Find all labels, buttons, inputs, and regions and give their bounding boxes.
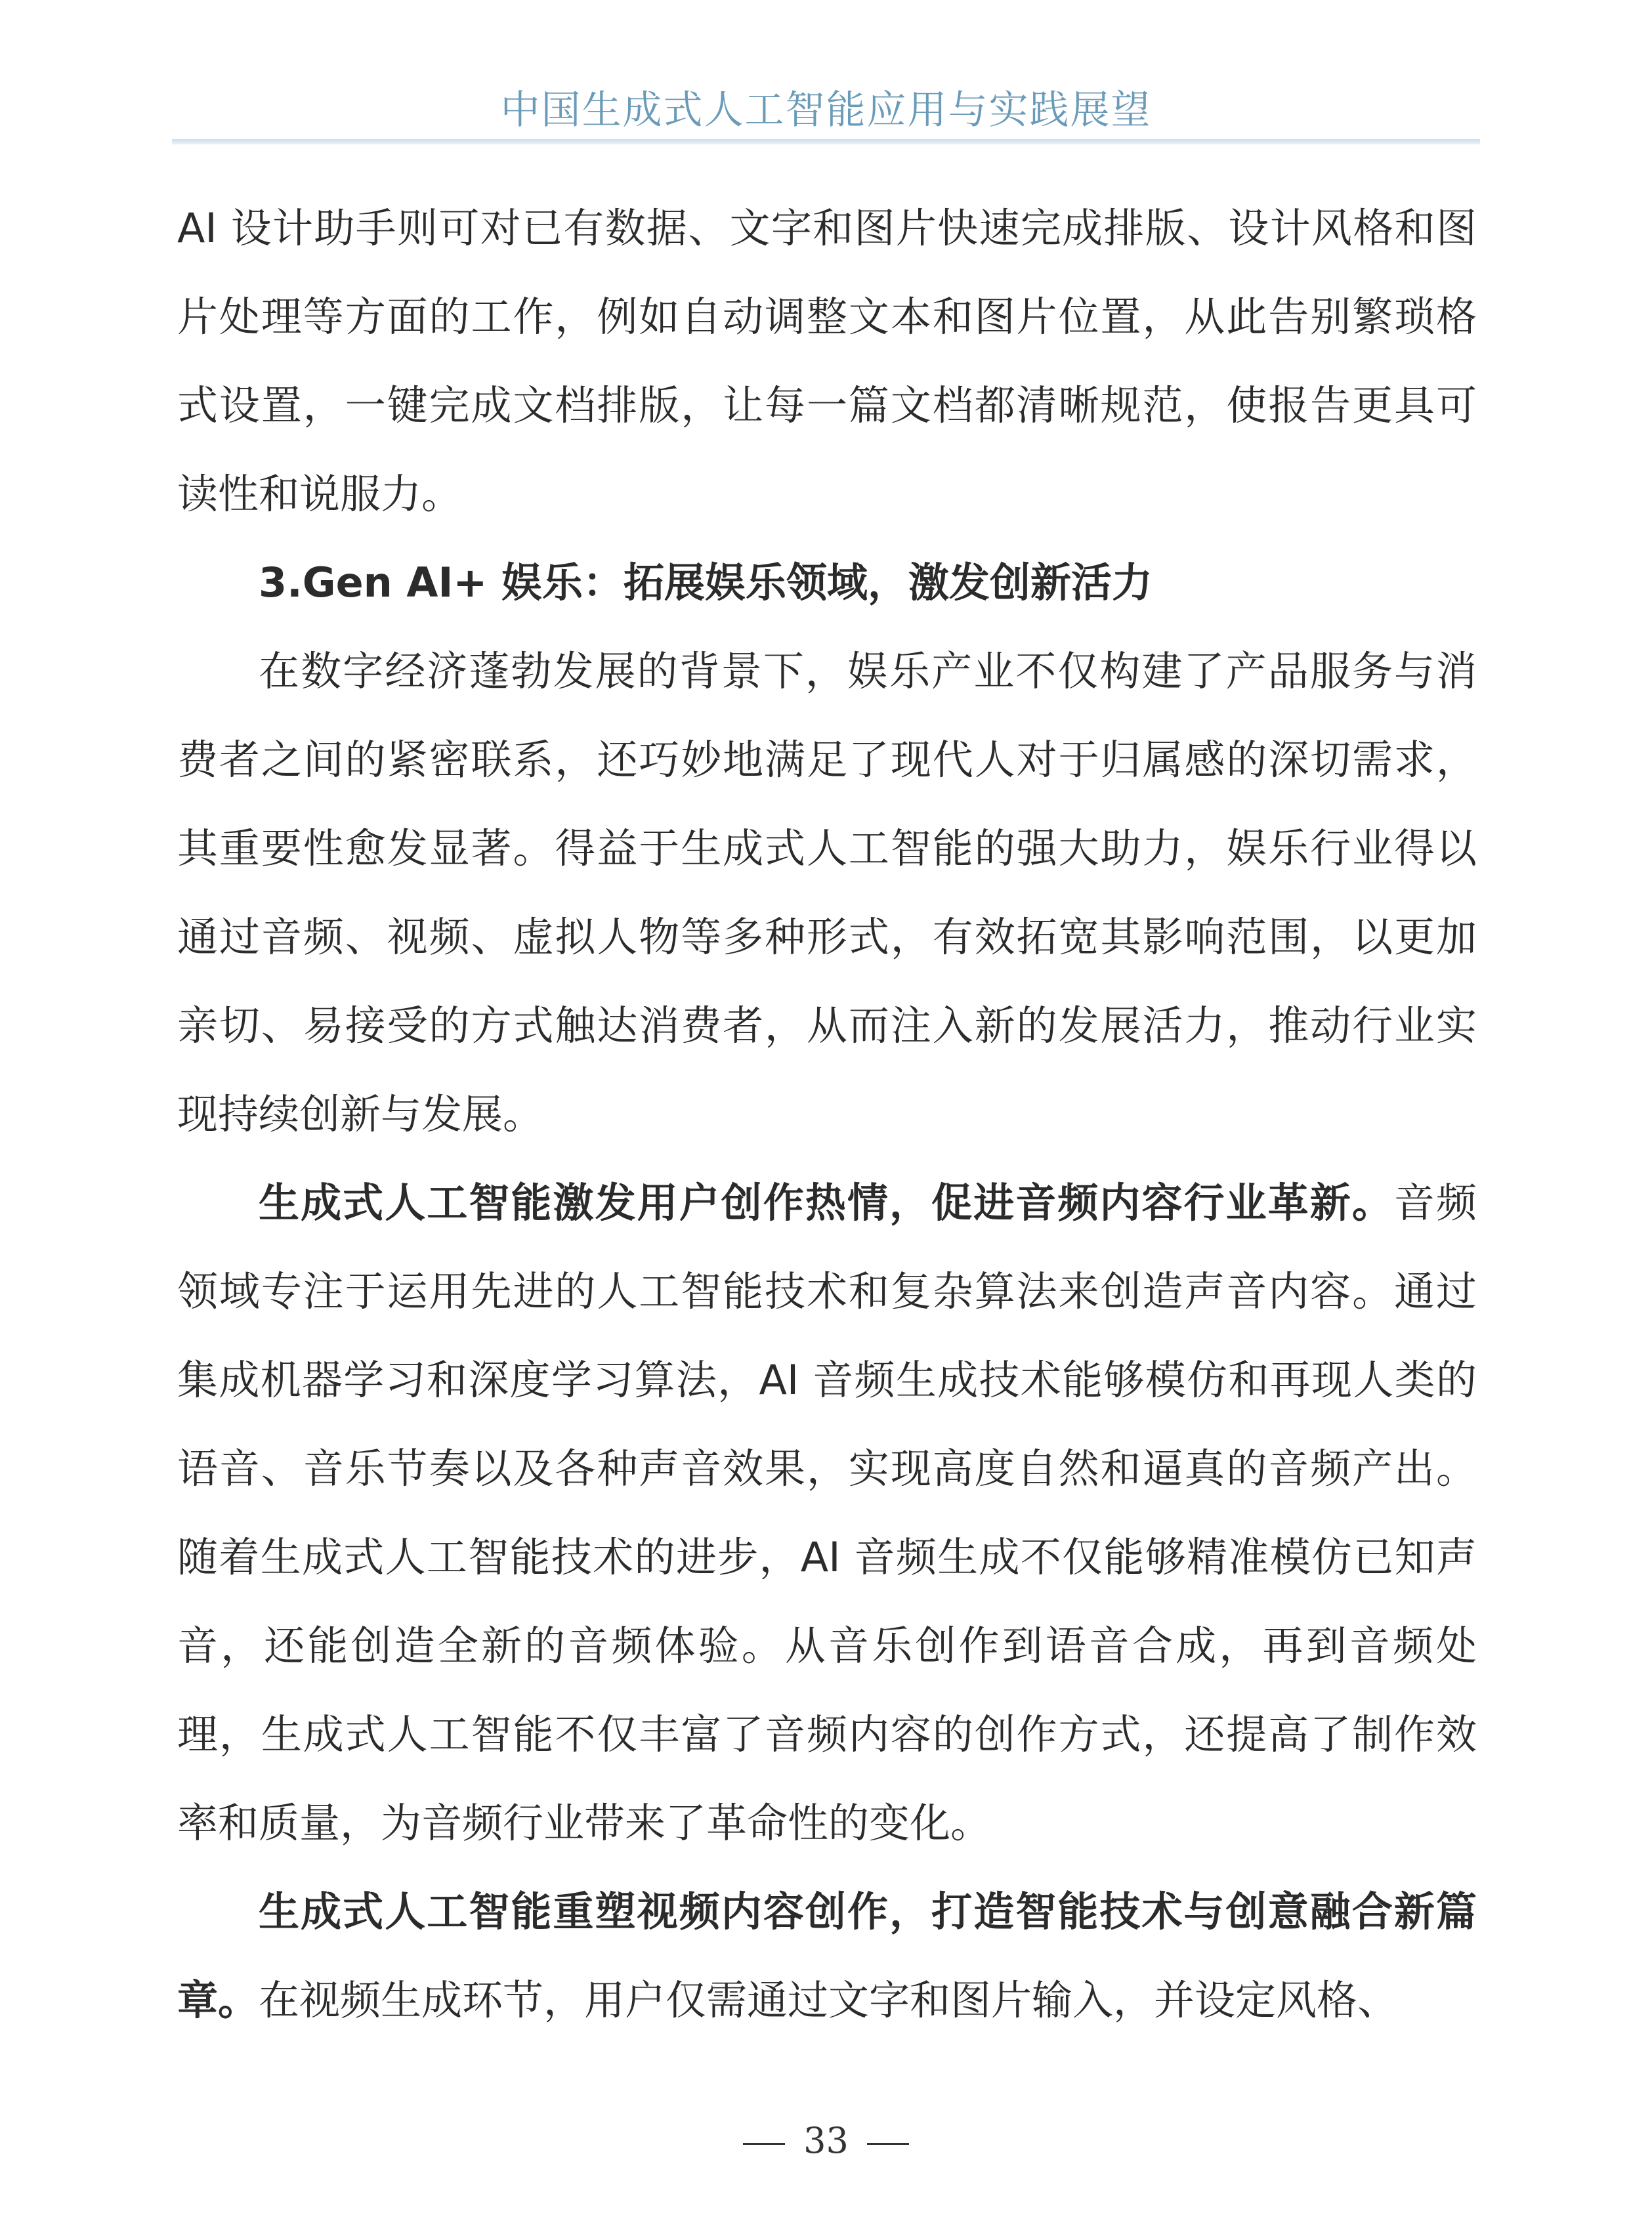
footer-dash-left <box>743 2143 785 2145</box>
page-number: 33 <box>803 2120 849 2161</box>
header-divider <box>172 139 1480 144</box>
page-footer <box>0 2120 1652 2161</box>
paragraph-video-content <box>177 1867 1477 2044</box>
page-body <box>177 184 1477 2044</box>
running-header: 中国生成式人工智能应用与实践展望 <box>500 87 1152 133</box>
footer-dash-right <box>867 2143 909 2145</box>
paragraph-ai-design-assistant: AI 设计助手则可对已有数据、文字和图片快速完成排版、设计风格和图片处理等方面的工作，例如自动调整文本和图片位置，从此告别繁琐格式设置，一键完成文档排版，让每一篇文档都清晰规范，使报告更具可读性和说服力。 <box>177 204 1477 518</box>
paragraph-entertainment-intro: 在数字经济蓬勃发展的背景下，娱乐产业不仅构建了产品服务与消费者之间的紧密联系，还巧妙地满足了现代人对于归属感的深切需求，其重要性愈发显著。得益于生成式人工智能的强大助力，娱乐行业得以通过音频、视频、虚拟人物等多种形式，有效拓宽其影响范围，以更加亲切、易接受的方式触达消费者，从而注入新的发展活力，推动行业实现持续创新与发展。 <box>177 647 1477 1138</box>
paragraph-video-lead: 生成式人工智能重塑视频内容创作，打造智能技术与创意融合新篇章。 <box>177 1888 1477 2024</box>
paragraph-audio-content <box>177 1158 1477 1867</box>
paragraph-audio-lead: 生成式人工智能激发用户创作热情，促进音频内容行业革新。 <box>259 1179 1394 1227</box>
paragraph-video-text: 在视频生成环节，用户仅需通过文字和图片输入，并设定风格、 <box>259 1976 1399 2024</box>
paragraph-audio-text: 音频领域专注于运用先进的人工智能技术和复杂算法来创造声音内容。通过集成机器学习和深度学习算法，AI 音频生成技术能够模仿和再现人类的语音、音乐节奏以及各种声音效果，实现高度自然和逼真的音频产出。随着生成式人工智能技术的进步，AI 音频生成不仅能够精准模仿已知声音，还能创造全新的音频体验。从音乐创作到语音合成，再到音频处理，生成式人工智能不仅丰富了音频内容的创作方式，还提高了制作效率和质量，为音频行业带来了革命性的变化。 <box>177 1179 1477 1847</box>
section-heading-entertainment: 3.Gen AI+ 娱乐：拓展娱乐领域，激发创新活力 <box>259 559 1153 606</box>
